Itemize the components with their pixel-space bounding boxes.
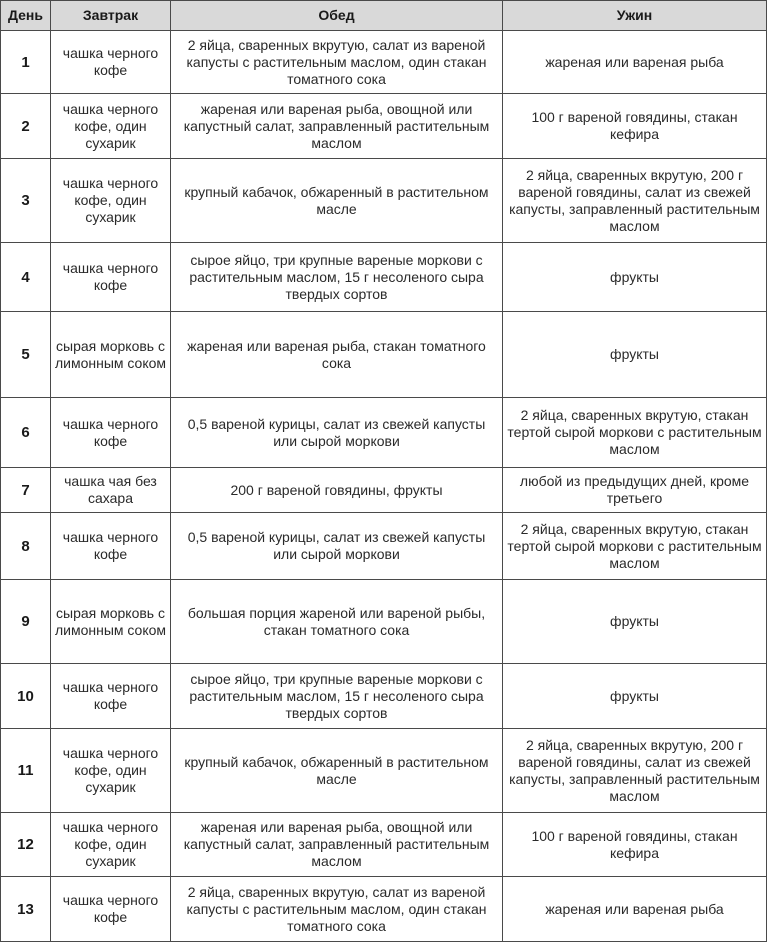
table-row: [1, 813, 767, 877]
lunch-cell: 200 г вареной говядины, фрукты: [171, 468, 503, 513]
day-cell: 3: [1, 159, 51, 243]
lunch-cell: 2 яйца, сваренных вкрутую, салат из вареной капусты с растительным маслом, один стакан томатного сока: [171, 31, 503, 94]
table-row: [1, 159, 767, 243]
lunch-cell: сырое яйцо, три крупные вареные моркови с растительным маслом, 15 г несоленого сыра твердых сортов: [171, 243, 503, 312]
table-row: [1, 31, 767, 94]
dinner-cell: фрукты: [503, 664, 767, 729]
breakfast-cell: чашка черного кофе: [51, 877, 171, 942]
breakfast-cell: чашка черного кофе, один сухарик: [51, 94, 171, 159]
breakfast-cell: чашка черного кофе: [51, 664, 171, 729]
day-cell: 11: [1, 729, 51, 813]
dinner-cell: 100 г вареной говядины, стакан кефира: [503, 94, 767, 159]
breakfast-cell: чашка черного кофе: [51, 513, 171, 580]
dinner-cell: 2 яйца, сваренных вкрутую, 200 г вареной говядины, салат из свежей капусты, заправленный растительным маслом: [503, 729, 767, 813]
day-cell: 13: [1, 877, 51, 942]
table-header-row: [1, 1, 767, 31]
day-cell: 2: [1, 94, 51, 159]
table-row: [1, 513, 767, 580]
day-cell: 4: [1, 243, 51, 312]
lunch-cell: сырое яйцо, три крупные вареные моркови с растительным маслом, 15 г несоленого сыра твердых сортов: [171, 664, 503, 729]
lunch-cell: крупный кабачок, обжаренный в растительном масле: [171, 729, 503, 813]
day-cell: 8: [1, 513, 51, 580]
day-cell: 9: [1, 580, 51, 664]
lunch-cell: жареная или вареная рыба, овощной или капустный салат, заправленный растительным маслом: [171, 813, 503, 877]
lunch-cell: большая порция жареной или вареной рыбы, стакан томатного сока: [171, 580, 503, 664]
lunch-cell: жареная или вареная рыба, овощной или капустный салат, заправленный растительным маслом: [171, 94, 503, 159]
dinner-cell: 2 яйца, сваренных вкрутую, 200 г вареной говядины, салат из свежей капусты, заправленный растительным маслом: [503, 159, 767, 243]
breakfast-cell: чашка черного кофе, один сухарик: [51, 813, 171, 877]
day-cell: 12: [1, 813, 51, 877]
header-day: День: [1, 1, 51, 31]
header-breakfast: Завтрак: [51, 1, 171, 31]
breakfast-cell: чашка черного кофе, один сухарик: [51, 729, 171, 813]
breakfast-cell: чашка чая без сахара: [51, 468, 171, 513]
lunch-cell: крупный кабачок, обжаренный в растительном масле: [171, 159, 503, 243]
day-cell: 5: [1, 312, 51, 398]
breakfast-cell: сырая морковь с лимонным соком: [51, 312, 171, 398]
breakfast-cell: чашка черного кофе, один сухарик: [51, 159, 171, 243]
dinner-cell: 100 г вареной говядины, стакан кефира: [503, 813, 767, 877]
lunch-cell: 2 яйца, сваренных вкрутую, салат из вареной капусты с растительным маслом, один стакан томатного сока: [171, 877, 503, 942]
lunch-cell: 0,5 вареной курицы, салат из свежей капусты или сырой моркови: [171, 398, 503, 468]
dinner-cell: 2 яйца, сваренных вкрутую, стакан тертой сырой моркови с растительным маслом: [503, 513, 767, 580]
table-row: [1, 877, 767, 942]
dinner-cell: фрукты: [503, 580, 767, 664]
table-row: [1, 94, 767, 159]
lunch-cell: жареная или вареная рыба, стакан томатного сока: [171, 312, 503, 398]
dinner-cell: любой из предыдущих дней, кроме третьего: [503, 468, 767, 513]
dinner-cell: фрукты: [503, 243, 767, 312]
breakfast-cell: чашка черного кофе: [51, 243, 171, 312]
header-lunch: Обед: [171, 1, 503, 31]
dinner-cell: 2 яйца, сваренных вкрутую, стакан тертой сырой моркови с растительным маслом: [503, 398, 767, 468]
table-row: [1, 398, 767, 468]
day-cell: 6: [1, 398, 51, 468]
breakfast-cell: сырая морковь с лимонным соком: [51, 580, 171, 664]
breakfast-cell: чашка черного кофе: [51, 398, 171, 468]
header-dinner: Ужин: [503, 1, 767, 31]
dinner-cell: жареная или вареная рыба: [503, 877, 767, 942]
day-cell: 10: [1, 664, 51, 729]
day-cell: 7: [1, 468, 51, 513]
day-cell: 1: [1, 31, 51, 94]
table-row: [1, 312, 767, 398]
dinner-cell: жареная или вареная рыба: [503, 31, 767, 94]
table-row: [1, 729, 767, 813]
table-row: [1, 243, 767, 312]
table-row: [1, 468, 767, 513]
dinner-cell: фрукты: [503, 312, 767, 398]
table-row: [1, 580, 767, 664]
breakfast-cell: чашка черного кофе: [51, 31, 171, 94]
table-row: [1, 664, 767, 729]
lunch-cell: 0,5 вареной курицы, салат из свежей капусты или сырой моркови: [171, 513, 503, 580]
